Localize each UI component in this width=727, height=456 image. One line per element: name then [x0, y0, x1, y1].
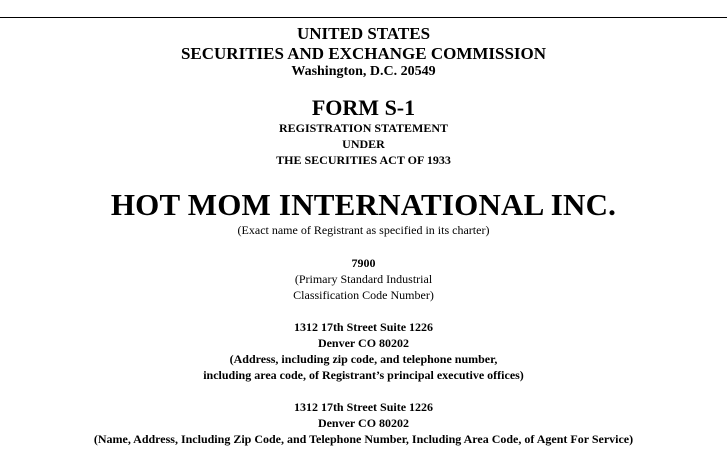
agent-block: [0, 399, 727, 447]
form-subtitle-registration: REGISTRATION STATEMENT: [278, 121, 449, 135]
registrant-name-caption: (Exact name of Registrant as specified in its charter): [237, 223, 490, 237]
classification-block: [0, 255, 727, 303]
form-title: FORM S-1: [311, 95, 416, 120]
principal-office-block: [0, 319, 727, 383]
sic-caption-line2: Classification Code Number): [293, 288, 434, 302]
office-caption-line2: including area code, of Registrant’s principal executive offices): [203, 368, 524, 382]
agent-street: 1312 17th Street Suite 1226: [293, 400, 434, 414]
registrant-block: [0, 188, 727, 238]
registrant-name: HOT MOM INTERNATIONAL INC.: [110, 187, 617, 222]
office-caption-line1: (Address, including zip code, and telephone number,: [229, 352, 498, 366]
agency-header: [0, 24, 727, 80]
sic-caption-line1: (Primary Standard Industrial: [294, 272, 433, 286]
agency-name: SECURITIES AND EXCHANGE COMMISSION: [180, 44, 547, 63]
agency-country: UNITED STATES: [296, 24, 431, 43]
top-divider: [0, 17, 727, 18]
agent-caption: (Name, Address, Including Zip Code, and Telephone Number, Including Area Code, of Agent For Service): [93, 432, 634, 446]
form-header: [0, 96, 727, 168]
form-subtitle-under: UNDER: [342, 137, 385, 151]
office-street: 1312 17th Street Suite 1226: [293, 320, 434, 334]
cover-page: [0, 24, 727, 447]
office-city: Denver CO 80202: [317, 336, 410, 350]
agent-city: Denver CO 80202: [317, 416, 410, 430]
sic-code: 7900: [351, 256, 376, 270]
form-subtitle-act: THE SECURITIES ACT OF 1933: [276, 153, 451, 167]
agency-address: Washington, D.C. 20549: [291, 64, 436, 79]
